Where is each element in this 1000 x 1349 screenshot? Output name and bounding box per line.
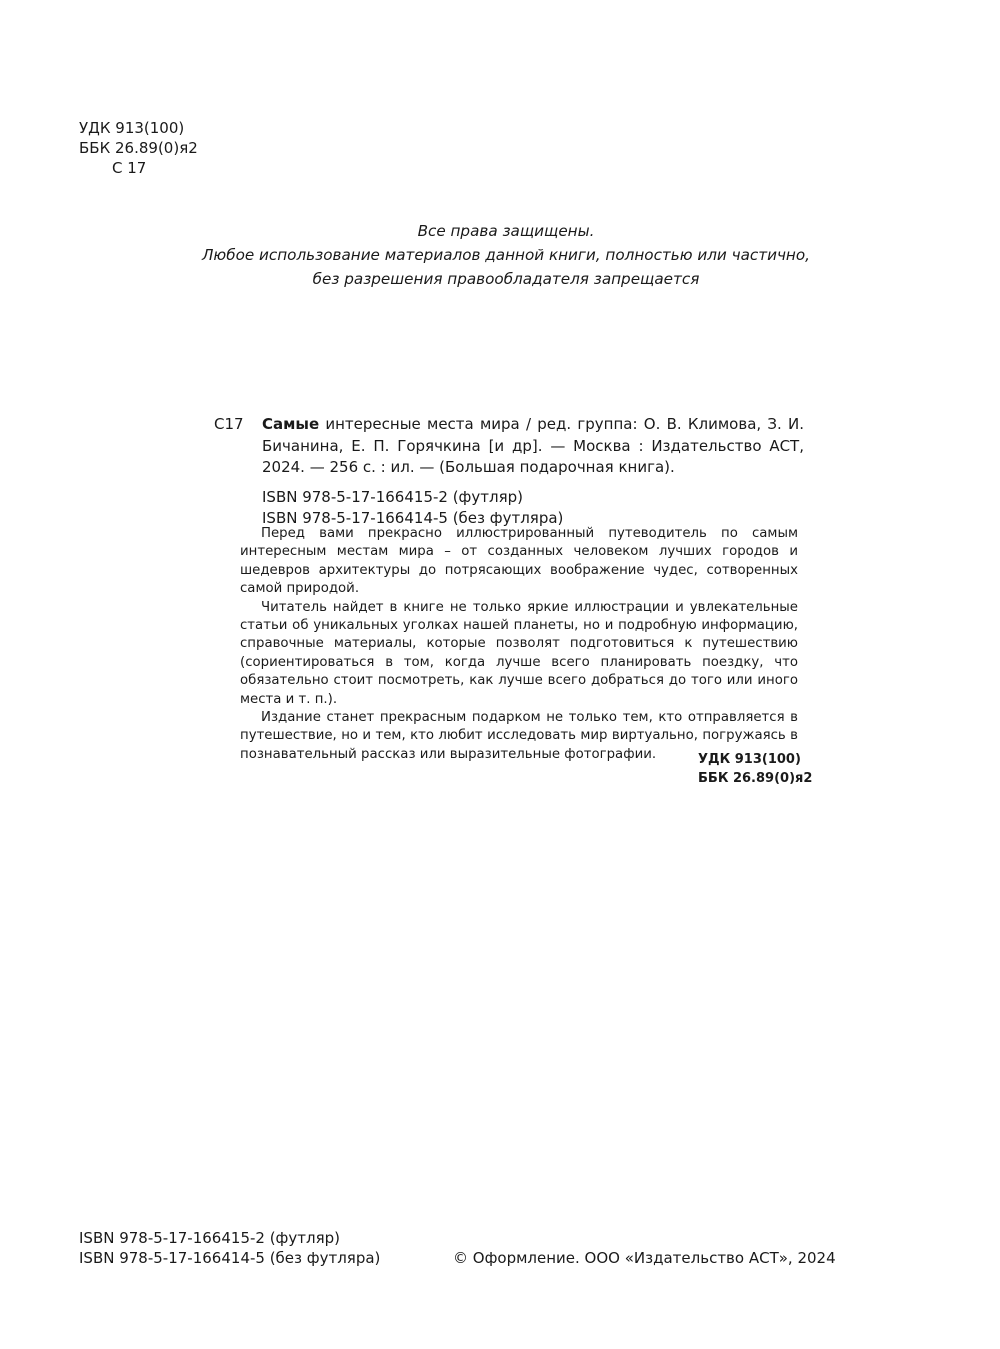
- rights-line-1: Все права защищены.: [417, 222, 595, 240]
- rights-line-2: Любое использование материалов данной книги, полностью или частично,: [202, 246, 810, 264]
- bottom-isbn-list: [79, 1228, 380, 1268]
- annotation-paragraph-2: Читатель найдет в книге не только яркие иллюстрации и увлекательные статьи об уникальных уголках нашей планеты, но и подробную информацию, справочные материалы, которые позволят подготовиться к путешествию (сориентироваться в том, когда лучше всего планировать поездку, что обязательно стоит посмотреть, как лучше всего добраться до того или иного места и т. п.).: [240, 599, 798, 707]
- bbk-code: ББК 26.89(0)я2: [79, 139, 198, 157]
- annotation-paragraph-1: Перед вами прекрасно иллюстрированный путеводитель по самым интересным местам мира – от созданных человеком лучших городов и шедевров архитектуры до потрясающих воображение чудес, сотворенных самой природой.: [240, 526, 798, 597]
- rights-line-3: без разрешения правообладателя запрещается: [312, 270, 700, 288]
- title-bold-word: Самые: [262, 415, 320, 433]
- rights-notice: [200, 219, 812, 291]
- classification-codes-bottom: [698, 750, 812, 788]
- entry-isbn-1: ISBN 978-5-17-166415-2 (футляр): [262, 487, 523, 506]
- entry-isbn-list: [262, 487, 804, 530]
- copyright-notice: © Оформление. ООО «Издательство АСТ», 2024: [453, 1249, 836, 1267]
- bibliographic-entry: [214, 414, 804, 530]
- author-mark: С 17: [112, 159, 147, 177]
- annotation: [240, 525, 798, 764]
- udk-code: УДК 913(100): [79, 119, 185, 137]
- entry-author-mark: С17: [214, 415, 244, 433]
- classification-codes-top: [79, 118, 198, 178]
- bottom-isbn-1: ISBN 978-5-17-166415-2 (футляр): [79, 1229, 340, 1247]
- bibliographic-description: [262, 414, 804, 479]
- footer-bbk-code: ББК 26.89(0)я2: [698, 771, 813, 786]
- annotation-paragraph-3: Издание станет прекрасным подарком не только тем, кто отправляется в путешествие, но и тем, кто любит исследовать мир виртуально, погружаясь в познавательный рассказ или выразительные фотографии.: [240, 710, 798, 762]
- entry-isbn-2: ISBN 978-5-17-166414-5 (без футляра): [262, 509, 564, 527]
- bottom-isbn-2: ISBN 978-5-17-166414-5 (без футляра): [79, 1249, 381, 1267]
- footer-udk-code: УДК 913(100): [698, 752, 801, 767]
- bibliographic-rest: интересные места мира / ред. группа: О. В. Климова, З. И. Бичанина, Е. П. Горячкина [и др]. — Москва : Издательство АСТ, 2024. — 256 с. : ил. — (Большая подарочная книга).: [262, 415, 804, 476]
